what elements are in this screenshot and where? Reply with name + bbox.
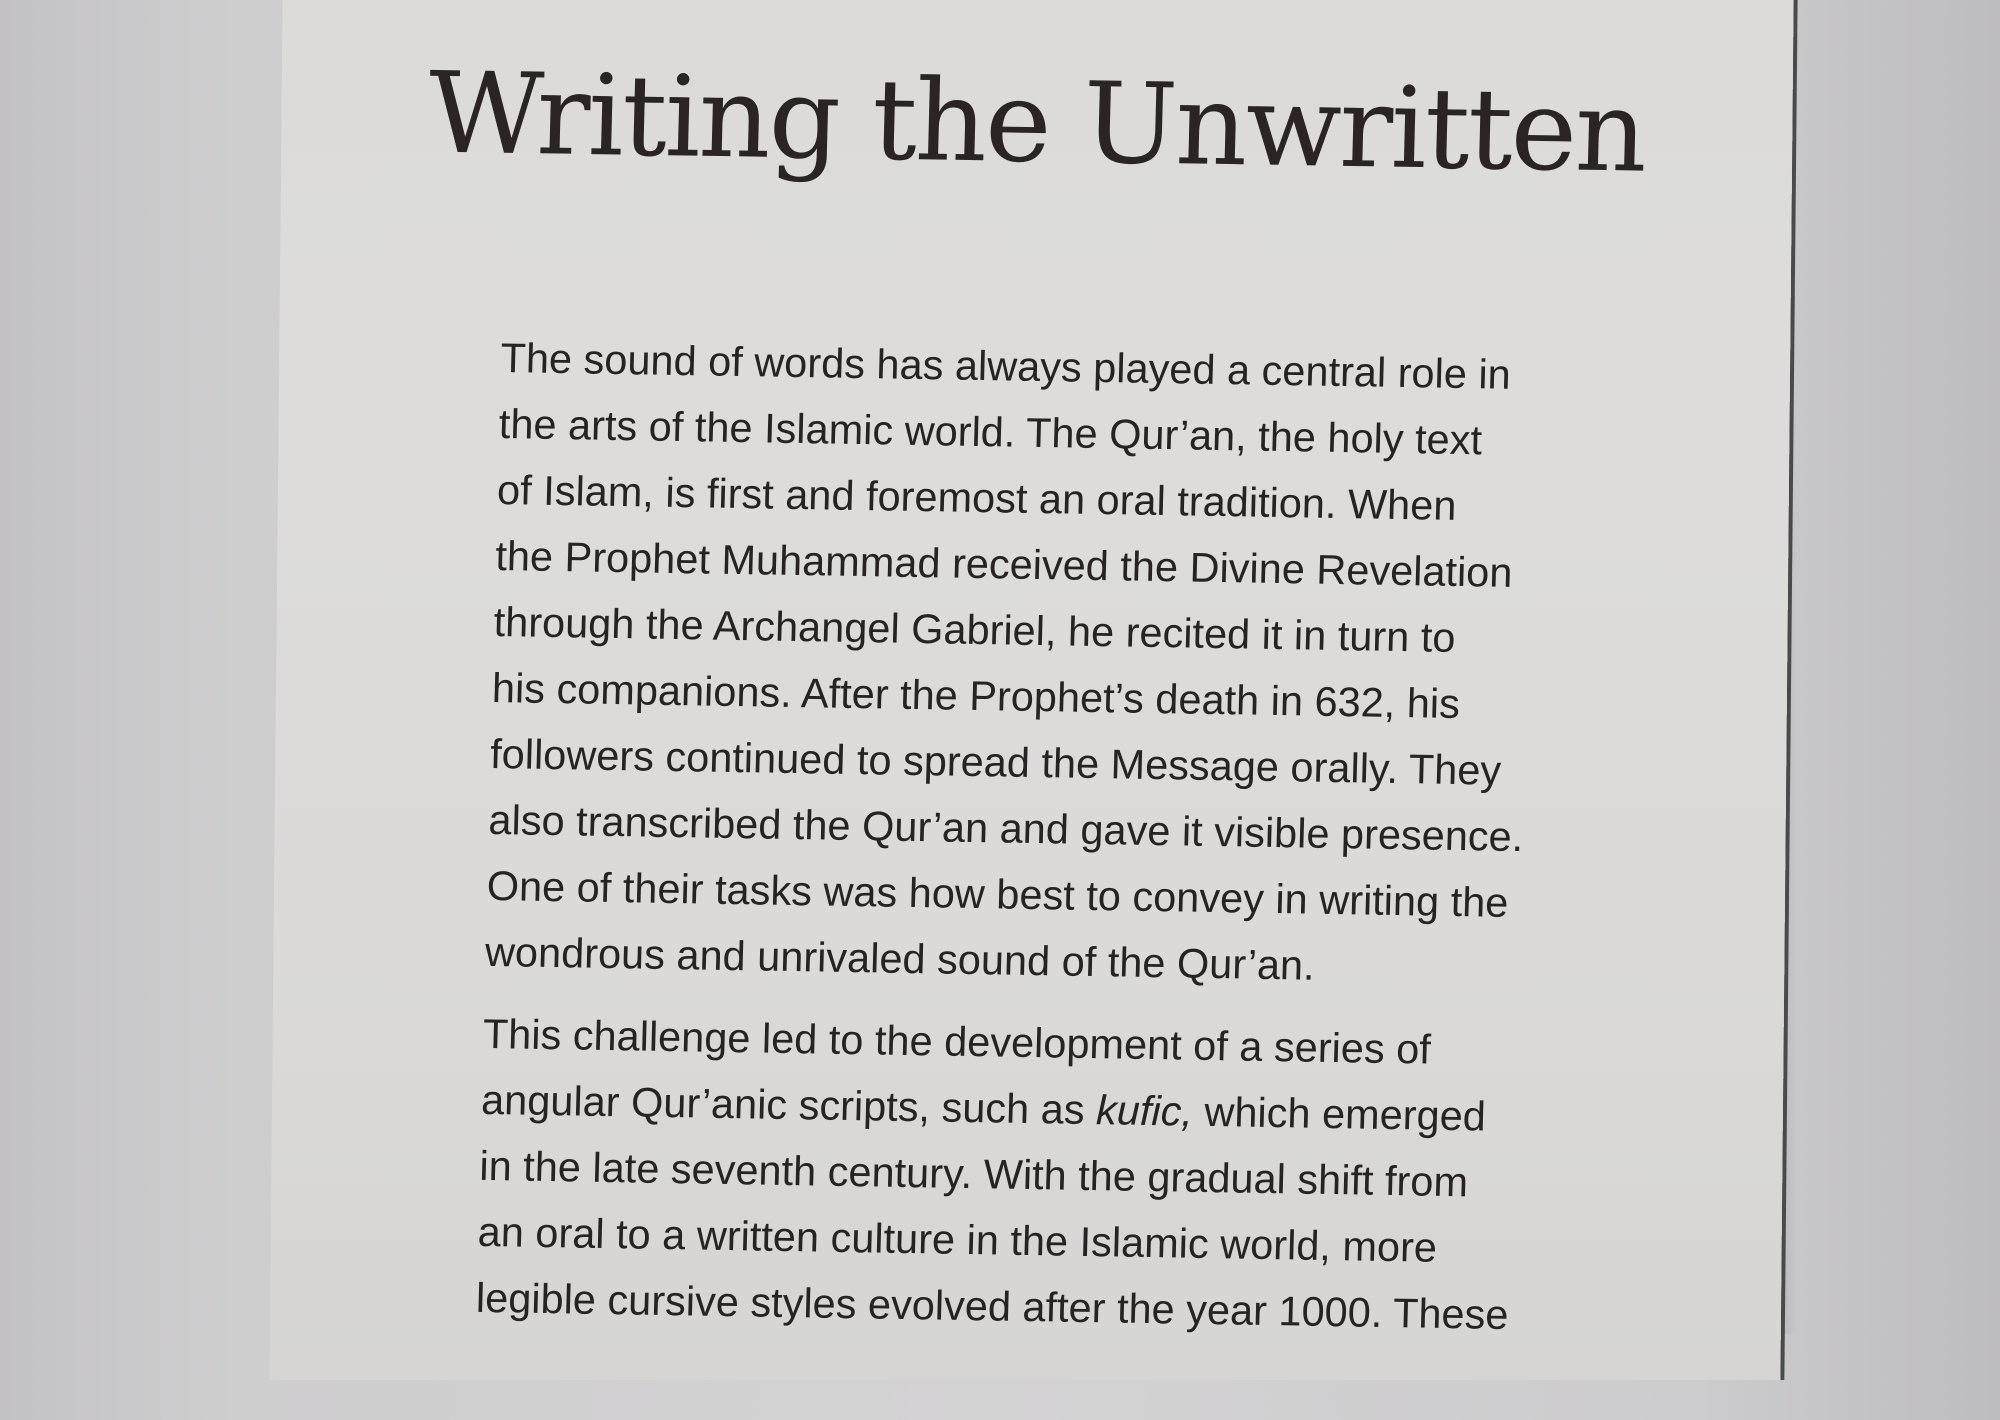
paragraph-line: also transcribed the Qur’an and gave it visible presence. [487,795,1524,861]
exhibit-label-panel [269,0,1794,1380]
paragraph-line: followers continued to spread the Message orally. They [489,729,1502,794]
paragraph-line: One of their tasks was how best to convey in writing the [486,861,1509,926]
italic-term-kufic: kufic, [1095,1086,1194,1135]
paragraph-2 [475,1001,1543,1349]
paragraph-line: The sound of words has always played a central role in [500,333,1512,398]
line-text: angular Qur’anic scripts, such as [480,1075,1097,1134]
panel-title: Writing the Unwritten [427,48,1647,198]
line-text: which emerged [1192,1087,1487,1140]
paragraph-line: of Islam, is first and foremost an oral tradition. When [496,465,1458,529]
paragraph-line: legible cursive styles evolved after the year 1000. These [475,1273,1510,1338]
paragraph-line: the Prophet Muhammad received the Divine Revelation [494,531,1514,596]
paragraph-1 [484,325,1561,1002]
paragraph-line: in the late seventh century. With the gradual shift from [478,1141,1469,1206]
paragraph-line: the arts of the Islamic world. The Qur’an, the holy text [498,399,1483,464]
paragraph-line: wondrous and unrivaled sound of the Qur’an. [484,927,1316,989]
paragraph-line: an oral to a written culture in the Islamic world, more [477,1207,1438,1271]
paragraph-line: through the Archangel Gabriel, he recited it in turn to [493,597,1457,661]
panel-body-text [475,325,1561,1348]
paragraph-line: This challenge led to the development of a series of [482,1009,1432,1073]
panel-content [269,0,1794,1420]
paragraph-line: his companions. After the Prophet’s death in 632, his [491,663,1461,727]
